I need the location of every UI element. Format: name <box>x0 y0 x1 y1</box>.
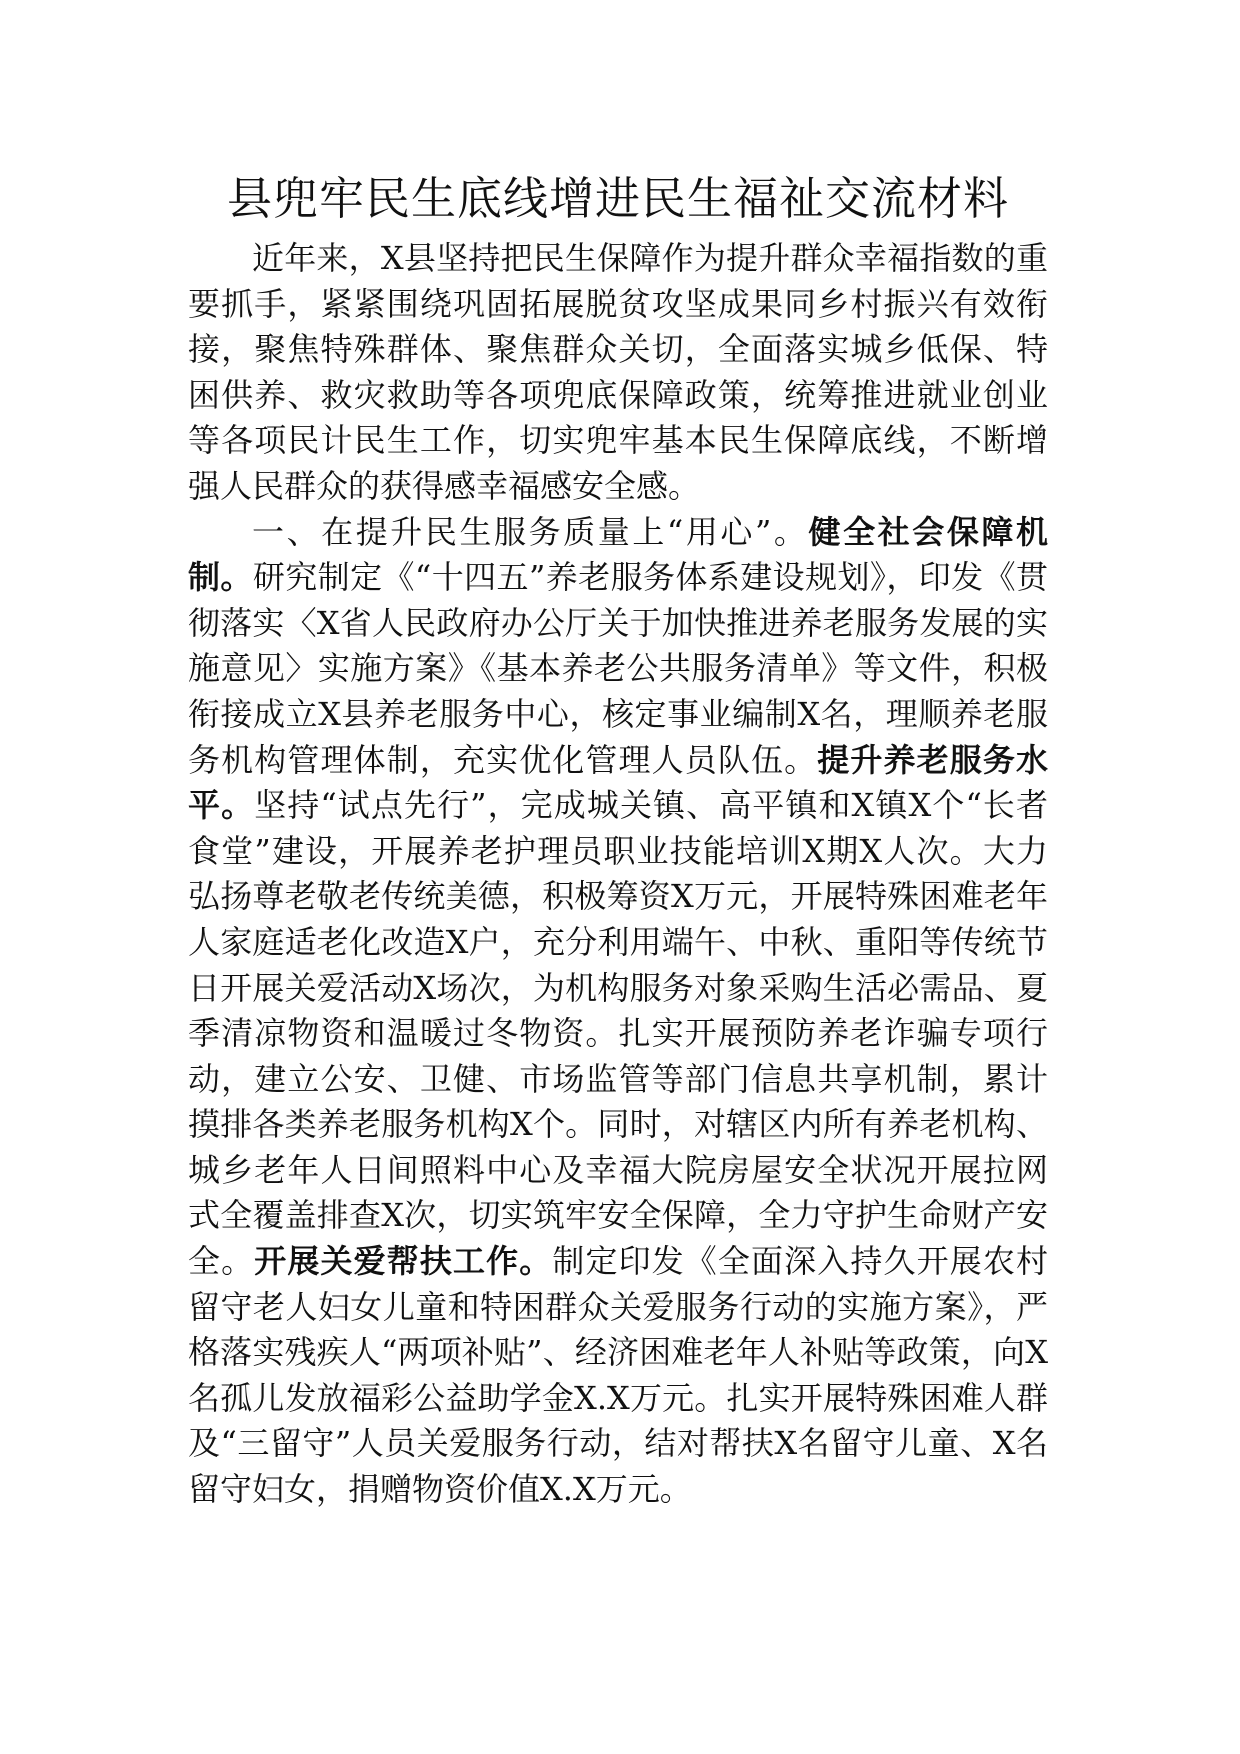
keyword-care-assistance: 开展关爱帮扶工作。 <box>254 1242 553 1281</box>
section-1-text-2: 坚持“试点先行”，完成城关镇、高平镇和X镇X个“长者食堂”建设，开展养老护理员职业技能培训X期X人次。大力弘扬尊老敬老传统美德，积极筹资X万元，开展特殊困难老年人家庭适老化改造X户，充分利用端午、中秋、重阳等传统节日开展关爱活动X场次，为机构服务对象采购生活必需品、夏季清凉物资和温暖过冬物资。扎实开展预防养老诈骗专项行动，建立公安、卫健、市场监管等部门信息共享机制，累计摸排各类养老服务机构X个。同时，对辖区内所有养老机构、城乡老年人日间照料中心及幸福大院房屋安全状况开展拉网式全覆盖排查X次，切实筑牢安全保障，全力守护生命财产安全。 <box>188 786 1048 1281</box>
document-page <box>188 168 1048 1513</box>
keyword-elderly-service-level: 提升养老服务水平。 <box>188 740 1048 825</box>
keyword-social-security-mechanism: 健全社会保障机制。 <box>188 512 1048 597</box>
section-1-heading: 一、在提升民生服务质量上“用心”。 <box>252 512 809 551</box>
intro-paragraph: 近年来，X县坚持把民生保障作为提升群众幸福指数的重要抓手，紧紧围绕巩固拓展脱贫攻坚成果同乡村振兴有效衔接，聚焦特殊群体、聚焦群众关切，全面落实城乡低保、特困供养、救灾救助等各项兜底保障政策，统筹推进就业创业等各项民计民生工作，切实兜牢基本民生保障底线，不断增强人民群众的获得感幸福感安全感。 <box>188 239 1048 505</box>
section-1-text-1: 研究制定《“十四五”养老服务体系建设规划》，印发《贯彻落实〈X省人民政府办公厅关于加快推进养老服务发展的实施意见〉实施方案》《基本养老公共服务清单》等文件，积极衔接成立X县养老服务中心，核定事业编制X名，理顺养老服务机构管理体制，充实优化管理人员队伍。 <box>188 558 1048 779</box>
section-1-text-3: 制定印发《全面深入持久开展农村留守老人妇女儿童和特困群众关爱服务行动的实施方案》，严格落实残疾人“两项补贴”、经济困难老年人补贴等政策，向X名孤儿发放福彩公益助学金X.X万元。扎实开展特殊困难人群及“三留守”人员关爱服务行动，结对帮扶X名留守儿童、X名留守妇女，捐赠物资价值X.X万元。 <box>188 1242 1048 1509</box>
document-title: 县兜牢民生底线增进民生福祉交流材料 <box>226 172 1009 225</box>
section-1-paragraph <box>188 510 1048 1513</box>
